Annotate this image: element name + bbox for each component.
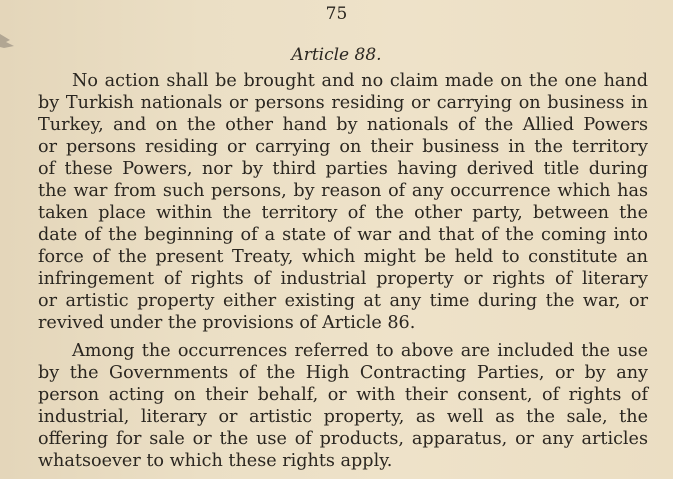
text-line: force of the present Treaty, which might be held to constitute an [38, 247, 648, 267]
text-line: or artistic property either existing at any time during the war, or [38, 291, 648, 311]
text-line: of these Powers, nor by third parties having derived title during [38, 159, 648, 179]
text-line: by Turkish nationals or persons residing or carrying on business in [38, 93, 648, 113]
text-line: by the Governments of the High Contracting Parties, or by any [38, 363, 648, 383]
text-line: whatsoever to which these rights apply. [38, 451, 393, 471]
text-line: Among the occurrences referred to above are included the use [72, 341, 648, 361]
text-line: taken place within the territory of the other party, between the [38, 203, 648, 223]
article-heading: Article 88. [291, 45, 382, 65]
page-number: 75 [325, 4, 348, 24]
text-line: person acting on their behalf, or with their consent, of rights of [38, 385, 648, 405]
text-line: offering for sale or the use of products, apparatus, or any articles [38, 429, 648, 449]
text-line: industrial, literary or artistic property, as well as the sale, the [38, 407, 648, 427]
text-line: the war from such persons, by reason of any occurrence which has [38, 181, 648, 201]
text-line: revived under the provisions of Article 86. [38, 313, 416, 333]
text-line: No action shall be brought and no claim made on the one hand [72, 71, 648, 91]
text-line: Turkey, and on the other hand by nationals of the Allied Powers [38, 115, 648, 135]
text-line: or persons residing or carrying on their business in the territory [38, 137, 648, 157]
text-line: date of the beginning of a state of war and that of the coming into [38, 225, 648, 245]
text-line: infringement of rights of industrial property or rights of literary [38, 269, 648, 289]
